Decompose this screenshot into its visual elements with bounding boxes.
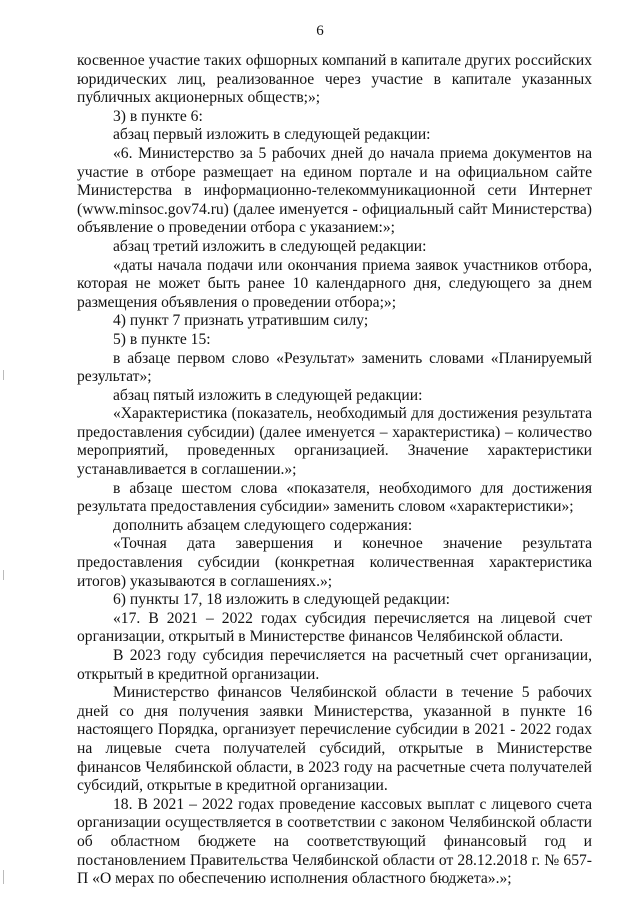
paragraph-quoted-text: «Точная дата завершения и конечное значение результата предоставления субсидии (конкретная количественная характеристика итогов) указываются в соглашениях.»; <box>77 535 592 590</box>
paragraph-body-text: Министерство финансов Челябинской области в течение 5 рабочих дней со дня получения заявки Министерства, указанной в пункте 16 настоящего Порядка, организует перечисление субсидии в 2021 - 2022 годах на лицевые счета получателей субсидий, открытые в Министерстве финансов Челябинской области, в 2023 году на расчетные счета получателей субсидий, открытые в кредитной организации. <box>77 684 592 795</box>
paragraph-instruction: абзац третий изложить в следующей редакции: <box>113 237 427 255</box>
paragraph-item-5: 5) в пункте 15: <box>113 330 211 348</box>
paragraph-point-17: «17. В 2021 – 2022 годах субсидия перечисляется на лицевой счет организации, открытый в Министерстве финансов Челябинской области. <box>77 609 592 646</box>
scan-edge-mark <box>3 570 4 580</box>
paragraph-quoted-text: «6. Министерство за 5 рабочих дней до начала приема документов на участие в отборе размещает на едином портале и на официальном сайте Министерства в информационно-телекоммуникационной сети Интернет (www.minsoc.gov74.ru) (далее именуется - официальный сайт Министерства) объявление о проведении отбора с указанием:»; <box>77 144 592 237</box>
paragraph-item-6: 6) пункты 17, 18 изложить в следующей редакции: <box>113 591 451 609</box>
paragraph-point-18: 18. В 2021 – 2022 годах проведение кассовых выплат с лицевого счета организации осуществляется в соответствии с законом Челябинской области об областном бюджете на соответствующий финансовый год и постановлением Правительства Челябинской области от 28.12.2018 г. № 657-П «О мерах по обеспечению исполнения областного бюджета».»; <box>77 795 592 888</box>
paragraph-item-3: 3) в пункте 6: <box>113 107 203 125</box>
paragraph-instruction: в абзаце шестом слова «показателя, необходимого для достижения результата предоставления субсидии» заменить словом «характеристики»; <box>77 479 592 516</box>
paragraph-body-text: В 2023 году субсидия перечисляется на расчетный счет организации, открытый в кредитной организации. <box>77 647 592 683</box>
paragraph-item-4: 4) пункт 7 признать утратившим силу; <box>113 312 369 330</box>
paragraph-instruction: абзац первый изложить в следующей редакции: <box>113 126 431 144</box>
paragraph-quoted-text: «Характеристика (показатель, необходимый для достижения результата предоставления субсидии) (далее именуется – характеристика) – количество мероприятий, проведенных организацией. Значение характеристики устанавливается в соглашении.»; <box>77 405 592 479</box>
page-number: 6 <box>316 23 324 39</box>
paragraph-instruction: дополнить абзацем следующего содержания: <box>113 516 413 534</box>
scan-edge-mark <box>3 870 4 884</box>
paragraph-instruction: в абзаце первом слово «Результат» заменить словами «Планируемый результат»; <box>77 349 592 386</box>
scan-edge-mark <box>3 370 4 380</box>
paragraph-instruction: абзац пятый изложить в следующей редакции: <box>113 386 423 404</box>
paragraph-continuation: косвенное участие таких офшорных компаний в капитале других российских юридических лиц, реализованное через участие в капитале указанных публичных акционерных обществ;»; <box>77 52 592 107</box>
document-body <box>77 52 592 889</box>
paragraph-quoted-text: «даты начала подачи или окончания приема заявок участников отбора, которая не может быть ранее 10 календарного дня, следующего за днем размещения объявления о проведении отбора;»; <box>77 256 592 311</box>
